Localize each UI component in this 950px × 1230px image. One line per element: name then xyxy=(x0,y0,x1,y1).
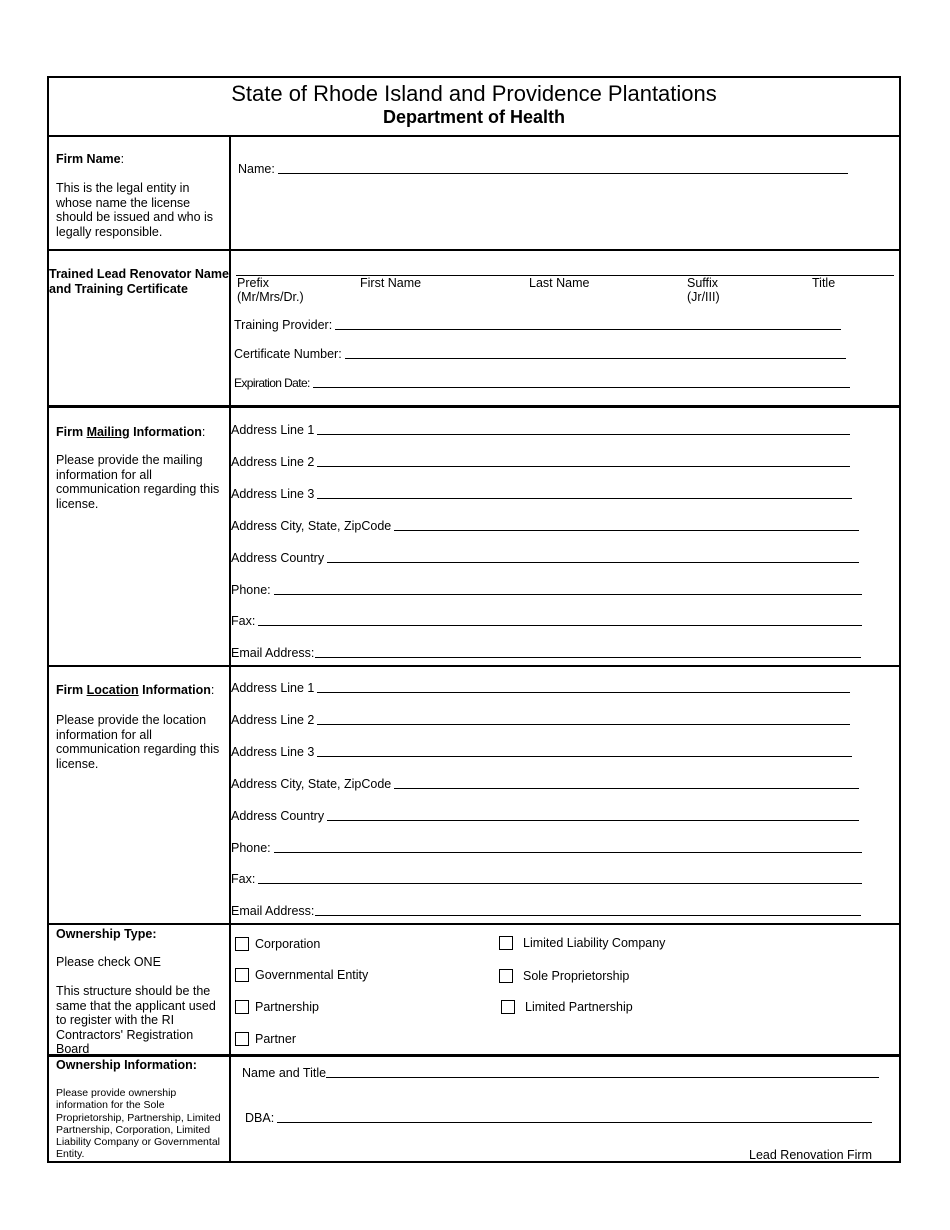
firm-name-field[interactable]: Name: xyxy=(238,162,848,176)
prefix-column: Prefix (Mr/Mrs/Dr.) xyxy=(237,276,304,304)
firm-name-section xyxy=(49,135,899,249)
certificate-number-field[interactable]: Certificate Number: xyxy=(234,347,846,361)
first-name-column: First Name xyxy=(360,276,422,290)
sole-proprietorship-checkbox[interactable]: Sole Proprietorship xyxy=(499,969,629,983)
department-title: Department of Health xyxy=(382,107,566,127)
name-and-title-field[interactable]: Name and Title xyxy=(242,1066,879,1080)
location-phone[interactable]: Phone: xyxy=(231,841,862,855)
mailing-fax[interactable]: Fax: xyxy=(231,614,862,628)
mailing-address-line-1[interactable]: Address Line 1 xyxy=(231,423,850,437)
application-form xyxy=(47,76,901,1163)
corporation-checkbox[interactable]: Corporation xyxy=(235,937,320,951)
checkbox-box[interactable] xyxy=(235,968,249,982)
renovator-label: Trained Lead Renovator Name and Training Certificate xyxy=(49,267,229,296)
mailing-description: Please provide the mailing information for all communication regarding this license. xyxy=(56,453,220,511)
ownership-info-description: Please provide ownership information for the Sole Proprietorship, Partnership, Limited Partnership, Corporation, Limited Liability Company or Governmental Entity. xyxy=(56,1087,221,1161)
checkbox-box[interactable] xyxy=(235,937,249,951)
location-country[interactable]: Address Country xyxy=(231,809,859,823)
mailing-country[interactable]: Address Country xyxy=(231,551,859,565)
mailing-address-line-3[interactable]: Address Line 3 xyxy=(231,487,852,501)
ownership-type-label: Ownership Type: xyxy=(56,927,157,941)
form-footer: Lead Renovation Firm xyxy=(749,1148,872,1162)
checkbox-box[interactable] xyxy=(499,936,513,950)
limited-partnership-checkbox[interactable]: Limited Partnership xyxy=(501,1000,633,1014)
training-provider-field[interactable]: Training Provider: xyxy=(234,318,841,332)
location-label: Firm Location Information: xyxy=(56,683,215,697)
state-title: State of Rhode Island and Providence Plantations xyxy=(231,81,717,106)
suffix-column: Suffix (Jr/III) xyxy=(687,276,720,304)
dba-field[interactable]: DBA: xyxy=(245,1111,872,1125)
checkbox-box[interactable] xyxy=(499,969,513,983)
firm-name-description: This is the legal entity in whose name the license should be issued and who is legally responsible. xyxy=(56,181,214,239)
ownership-type-section xyxy=(49,923,899,1056)
location-address-line-3[interactable]: Address Line 3 xyxy=(231,745,852,759)
checkbox-box[interactable] xyxy=(235,1032,249,1046)
last-name-column: Last Name xyxy=(529,276,590,290)
mailing-phone[interactable]: Phone: xyxy=(231,583,862,597)
title-column: Title xyxy=(812,276,836,290)
governmental-entity-checkbox[interactable]: Governmental Entity xyxy=(235,968,368,982)
ownership-type-description: This structure should be the same that the applicant used to register with the RI Contractors' Registration Board xyxy=(56,984,216,1056)
checkbox-box[interactable] xyxy=(235,1000,249,1014)
partner-checkbox[interactable]: Partner xyxy=(235,1032,296,1046)
renovator-section xyxy=(49,249,899,405)
location-description: Please provide the location information for all communication regarding this license. xyxy=(56,713,220,771)
location-address-line-2[interactable]: Address Line 2 xyxy=(231,713,850,727)
ownership-type-instruction: Please check ONE xyxy=(56,955,161,969)
location-fax[interactable]: Fax: xyxy=(231,872,862,886)
form-header xyxy=(49,78,899,137)
firm-name-label: Firm Name: xyxy=(56,152,125,166)
partnership-checkbox[interactable]: Partnership xyxy=(235,1000,319,1014)
expiration-date-field[interactable]: Expiration Date: xyxy=(234,376,850,390)
location-city-state-zip[interactable]: Address City, State, ZipCode xyxy=(231,777,859,791)
ownership-info-label: Ownership Information: xyxy=(56,1058,197,1072)
mailing-address-line-2[interactable]: Address Line 2 xyxy=(231,455,850,469)
llc-checkbox[interactable]: Limited Liability Company xyxy=(499,936,665,950)
mailing-email[interactable]: Email Address: xyxy=(231,646,861,660)
checkbox-box[interactable] xyxy=(501,1000,515,1014)
mailing-city-state-zip[interactable]: Address City, State, ZipCode xyxy=(231,519,859,533)
mailing-label: Firm Mailing Information: xyxy=(56,425,206,439)
location-address-line-1[interactable]: Address Line 1 xyxy=(231,681,850,695)
mailing-section xyxy=(49,405,899,667)
location-email[interactable]: Email Address: xyxy=(231,904,861,918)
location-section xyxy=(49,665,899,923)
ownership-info-section xyxy=(49,1054,899,1163)
